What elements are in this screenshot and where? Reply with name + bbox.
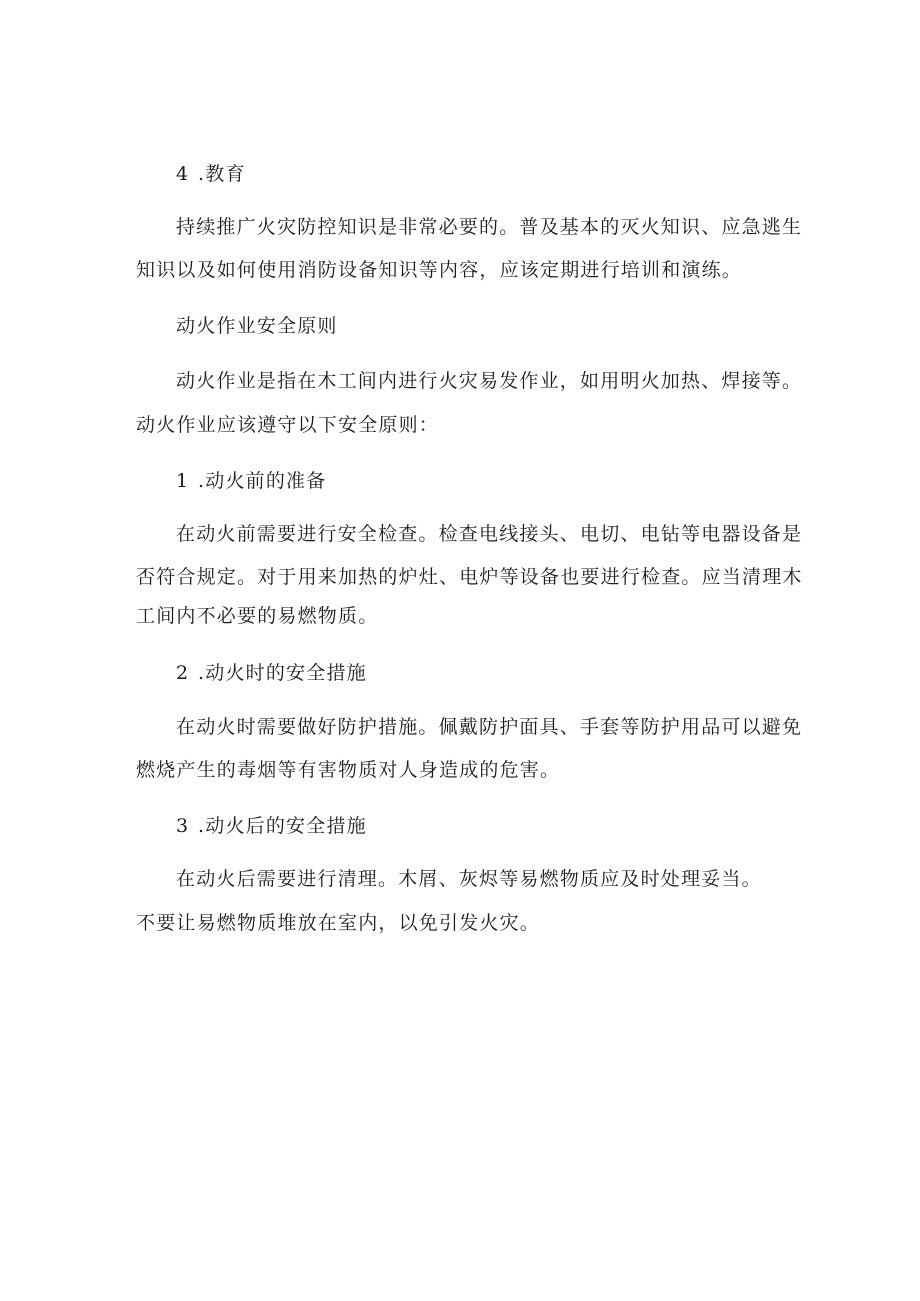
paragraph-line: 在动火前需要进行安全检查。检查电线接头、电切、电钻等电器设备是 <box>176 523 803 545</box>
paragraph-line: 持续推广火灾防控知识是非常必要的。普及基本的灭火知识、应急逃生 <box>176 216 803 238</box>
heading-number: 1 <box>176 470 190 492</box>
heading-number: 2 <box>176 662 190 684</box>
paragraph-line: 知识以及如何使用消防设备知识等内容，应该定期进行培训和演练。 <box>136 259 743 281</box>
heading-number: 3 <box>176 815 190 837</box>
heading-after-hot-work <box>176 813 816 839</box>
heading-text: .动火后的安全措施 <box>198 815 367 837</box>
section-title: 动火作业安全原则 <box>176 315 338 337</box>
heading-before-hot-work <box>176 468 816 494</box>
heading-education <box>176 161 816 187</box>
paragraph-line: 否符合规定。对于用来加热的炉灶、电炉等设备也要进行检查。应当清理木 <box>136 566 803 588</box>
heading-text: .教育 <box>198 163 246 185</box>
paragraph-line: 不要让易燃物质堆放在室内，以免引发火灾。 <box>136 912 541 934</box>
heading-number: 4 <box>176 163 190 185</box>
paragraph-line: 在动火时需要做好防护措施。佩戴防护面具、手套等防护用品可以避免 <box>176 716 803 738</box>
heading-text: .动火时的安全措施 <box>198 662 367 684</box>
paragraph-line: 动火作业是指在木工间内进行火灾易发作业，如用明火加热、焊接等。 <box>176 370 803 392</box>
heading-text: .动火前的准备 <box>198 470 327 492</box>
heading-during-hot-work <box>176 660 816 686</box>
paragraph-line: 动火作业应该遵守以下安全原则： <box>136 414 440 436</box>
paragraph-line: 工间内不必要的易燃物质。 <box>136 605 379 627</box>
paragraph-line: 燃烧产生的毒烟等有害物质对人身造成的危害。 <box>136 759 561 781</box>
paragraph-line: 在动火后需要进行清理。木屑、灰烬等易燃物质应及时处理妥当。 <box>176 868 762 890</box>
